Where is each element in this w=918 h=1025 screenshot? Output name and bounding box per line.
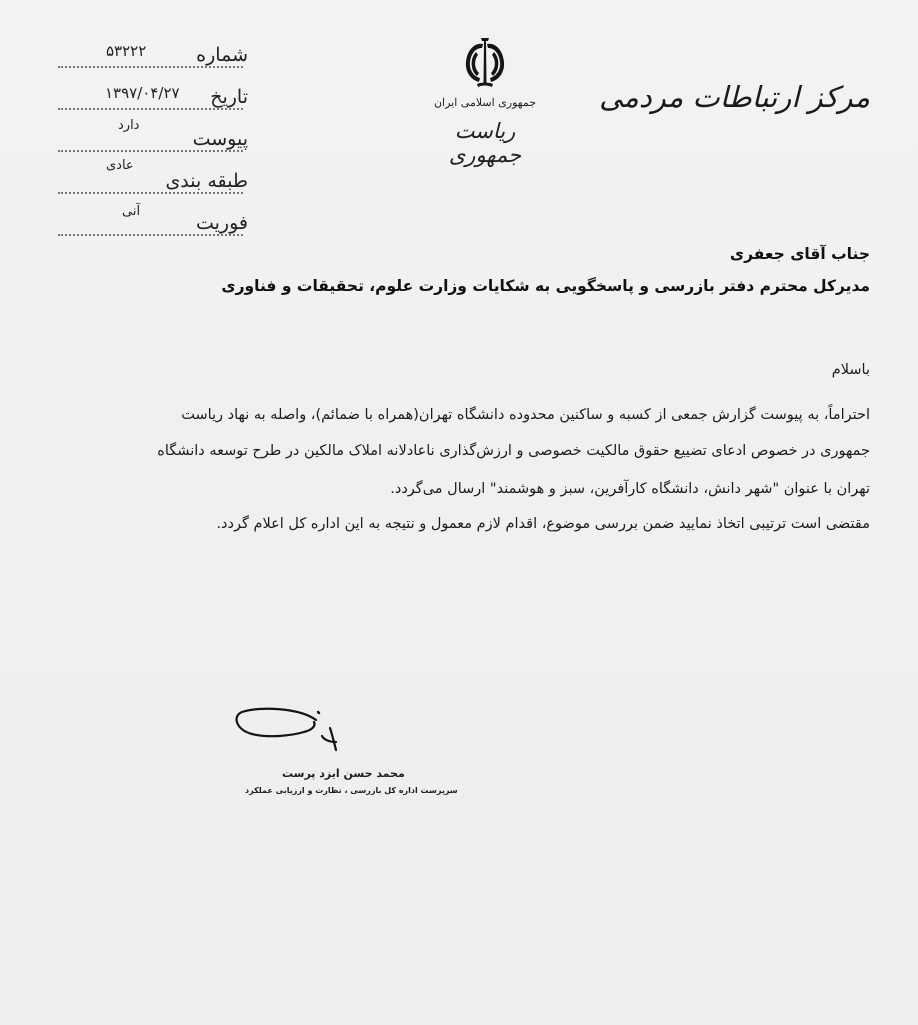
meta-attachment [58,118,248,164]
letter-meta [58,38,248,248]
emblem-block [420,36,550,167]
priority-label: فوریت [195,212,248,234]
office-name: مرکز ارتباطات مردمی [599,80,870,114]
meta-date [58,80,248,122]
emblem-subtitle: جمهوری اسلامی ایران [433,96,537,109]
dotted-line [58,66,243,68]
body-paragraph-line: احتراماً، به پیوست گزارش جمعی از کسبه و ساکنین محدوده دانشگاه تهران(همراه با ضمائم)، واصله به نهاد ریاست [181,407,870,423]
body-paragraph-line: مقتضی است ترتیبی اتخاذ نمایید ضمن بررسی موضوع، اقدام لازم معمول و نتیجه به این اداره کل اعلام گردد. [216,516,870,532]
attachment-label: پیوست [192,128,248,150]
handwritten-signature [230,698,340,760]
signer-name: محمد حسن ایزد پرست [282,767,405,780]
number-value: ۵۳۲۲۲ [106,42,147,60]
body-paragraph-line: تهران با عنوان "شهر دانش، دانشگاه کارآفرین، سبز و هوشمند" ارسال می‌گردد. [390,481,870,497]
dotted-line [58,192,243,194]
classification-label: طبقه بندی [165,170,248,192]
signer-title: سرپرست اداره کل بازرسی ، نظارت و ارزیابی عملکرد [245,786,458,795]
meta-classification [58,158,248,206]
classification-value: عادی [106,158,134,173]
dotted-line [58,234,243,236]
emblem-title: ریاست جمهوری [448,119,522,167]
priority-value: آنی [122,204,141,219]
iran-emblem-icon [457,36,513,90]
attachment-value: دارد [118,118,140,133]
meta-number [58,38,248,80]
addressee-name: جناب آقای جعفری [729,245,870,263]
addressee-title: مدیرکل محترم دفتر بازرسی و پاسخگویی به شکایات وزارت علوم، تحقیقات و فناوری [221,277,870,295]
meta-priority [58,206,248,248]
date-label: تاریخ [210,86,248,108]
greeting: باسلام [831,362,870,378]
date-value: ۱۳۹۷/۰۴/۲۷ [105,84,180,102]
number-label: شماره [196,44,248,66]
dotted-line [58,108,243,110]
dotted-line [58,150,243,152]
body-paragraph-line: جمهوری در خصوص ادعای تضییع حقوق مالکیت خصوصی و ارزش‌گذاری ناعادلانه املاک مالکین در طرح توسعه دانشگاه [157,443,870,459]
